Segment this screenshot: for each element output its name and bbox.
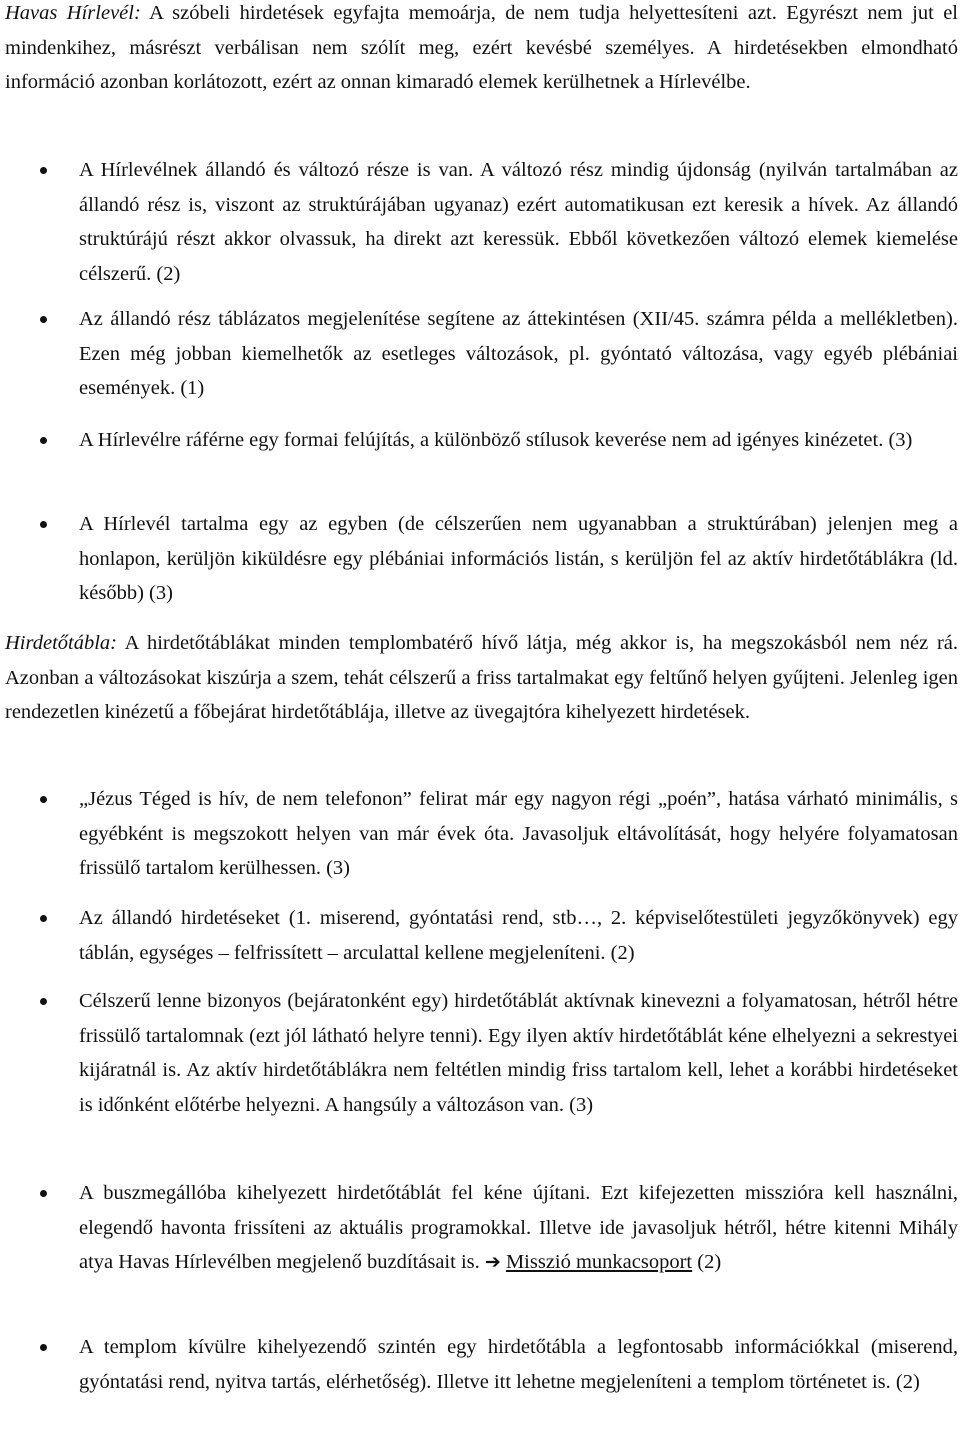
list-item-text: A templom kívülre kihelyezendő szintén egy hirdetőtábla a legfontosabb információkkal (miserend, gyóntatási rend, nyitva tartás, elérhetőség). Illetve itt lehetne megjeleníteni a templom történetet is. (2) xyxy=(79,1336,958,1393)
bullet-icon xyxy=(40,437,47,444)
list-item-text: „Jézus Téged is hív, de nem telefonon” felirat már egy nagyon régi „poén”, hatása várható minimális, s egyébként is megszokott helyen van már évek óta. Javasoljuk eltávolítását, hogy helyére folyamatosan frissülő tartalom kerülhessen. (3) xyxy=(79,788,958,880)
list-item-text: Az állandó hirdetéseket (1. miserend, gyóntatási rend, stb…, 2. képviselőtestületi jegyzőkönyvek) egy táblán, egységes – felfrissített – arculattal kellene megjeleníteni. (2) xyxy=(79,907,958,964)
havas-hirlevel-text: A szóbeli hirdetések egyfajta memoárja, de nem tudja helyettesíteni azt. Egyrészt nem jut el mindenkihez, másrészt verbálisan nem szólít meg, ezért kevésbé személyes. A hirdetésekben elmondható információ azonban korlátozott, ezért az onnan kimaradó elemek kerülhetnek a Hírlevélbe. xyxy=(5,2,958,94)
hirdetotabla-heading: Hirdetőtábla: xyxy=(5,632,117,654)
havas-hirlevel-heading: Havas Hírlevél: xyxy=(5,2,141,24)
bullet-icon xyxy=(40,521,47,528)
list-item-text: A Hírlevélnek állandó és változó része is van. A változó rész mindig újdonság (nyilván tartalmában az állandó rész is, viszont az struktúrájában ugyanaz) ezért automatikusan ezt keresik a hívek. Az állandó struktúrájú részt akkor olvassuk, ha direkt azt keressük. Ebből következően változó elemek kiemelése célszerű. (2) xyxy=(79,159,958,285)
list-item-text: Az állandó rész táblázatos megjelenítése segítene az áttekintésen (XII/45. számra példa a mellékletben). Ezen még jobban kiemelhetők az esetleges változások, pl. gyóntató változása, vagy egyéb plébániai események. (1) xyxy=(79,308,958,400)
bus-stop-text: A buszmegállóba kihelyezett hirdetőtáblát fel kéne újítani. Ezt kifejezetten misszióra kell használni, elegendő havonta frissíteni az aktuális programokkal. Illetve ide javasoljuk hétről, hétre kitenni Mihály atya Havas Hírlevélben megjelenő buzdításait is. xyxy=(79,1182,958,1274)
missio-munkacsoport-link[interactable]: Misszió munkacsoport xyxy=(505,1251,693,1274)
bullet-icon xyxy=(40,316,47,323)
list-item-text: Célszerű lenne bizonyos (bejáratonként egy) hirdetőtáblát aktívnak kinevezni a folyamatosan, hétről hétre frissülő tartalomnak (ezt jól látható helyre tenni). Egy ilyen aktív hirdetőtáblát kéne elhelyezni a sekrestyei kijáratnál is. Az aktív hirdetőtáblákra nem feltétlen mindig friss tartalom kell, lehet a korábbi hirdetéseket is időnként előtérbe helyezni. A hangsúly a változáson van. (3) xyxy=(79,990,958,1116)
bullet-icon xyxy=(40,796,47,803)
bullet-icon xyxy=(40,1344,47,1351)
list-item-text: A Hírlevél tartalma egy az egyben (de célszerűen nem ugyanabban a struktúrában) jelenjen meg a honlapon, kerüljön kiküldésre egy plébániai információs listán, s kerüljön fel az aktív hirdetőtáblákra (ld. később) (3) xyxy=(79,513,958,605)
bullet-icon xyxy=(40,167,47,174)
hirdetotabla-paragraph xyxy=(5,626,958,730)
bullet-icon xyxy=(40,915,47,922)
havas-hirlevel-paragraph xyxy=(5,0,958,100)
list-item-text xyxy=(79,1176,958,1280)
arrow-right-icon: ➔ xyxy=(484,1251,501,1274)
bus-stop-suffix: (2) xyxy=(692,1251,722,1274)
bullet-icon xyxy=(40,998,47,1005)
hirdetotabla-text: A hirdetőtáblákat minden templombatérő hívő látja, még akkor is, ha megszokásból nem néz rá. Azonban a változásokat kiszúrja a szem, tehát célszerű a friss tartalmakat egy feltűnő helyen gyűjteni. Jelenleg igen rendezetlen kinézetű a főbejárat hirdetőtáblája, illetve az üvegajtóra kihelyezett hirdetések. xyxy=(5,632,958,724)
bullet-icon xyxy=(40,1190,47,1197)
list-item-text: A Hírlevélre ráférne egy formai felújítás, a különböző stílusok keverése nem ad igényes kinézetet. (3) xyxy=(79,429,913,451)
